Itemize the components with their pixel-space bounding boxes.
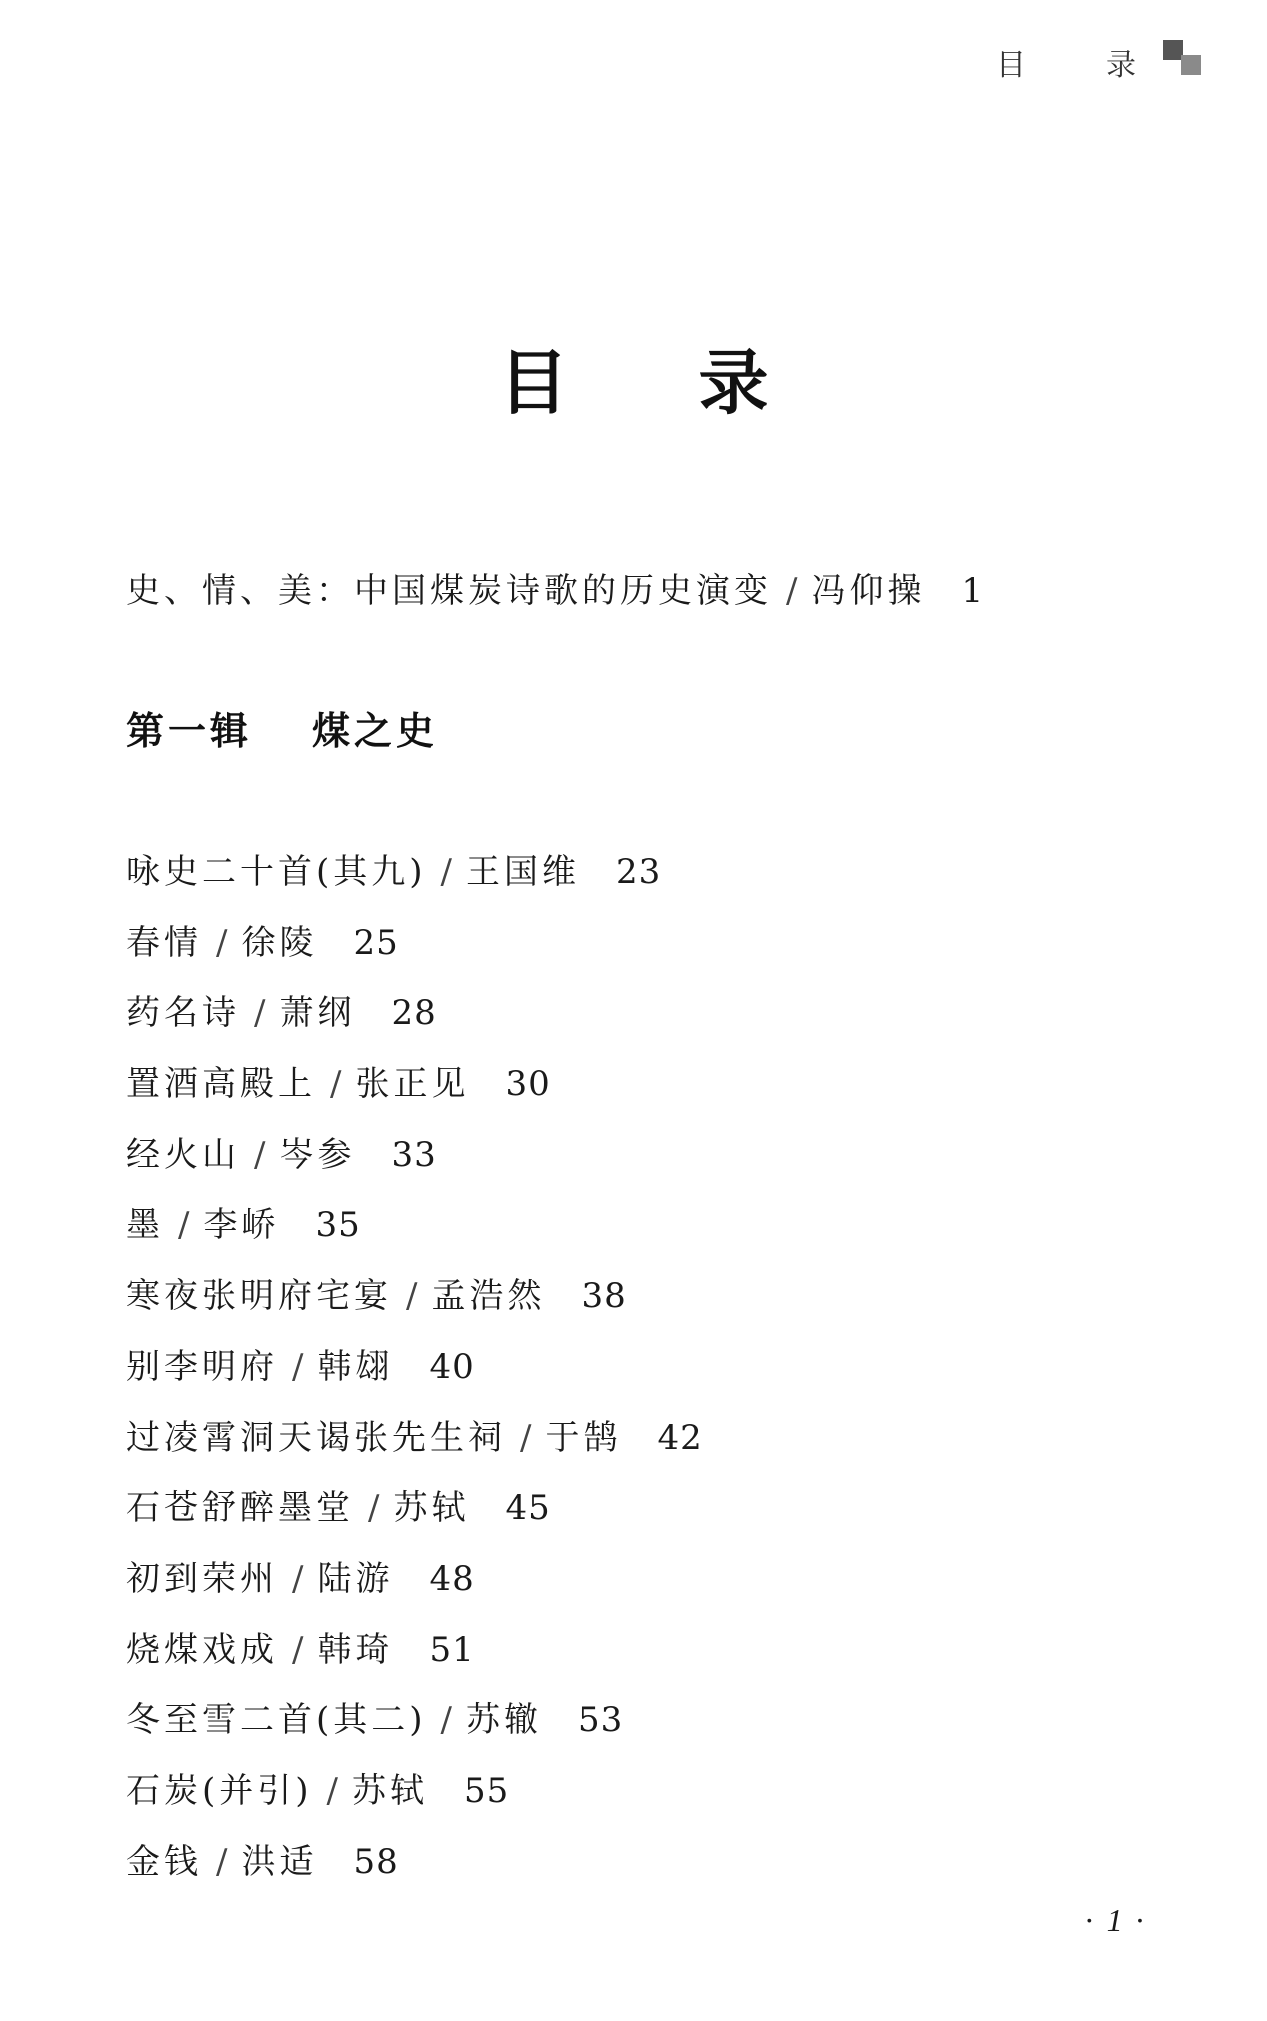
entry-author: 张正见 bbox=[355, 1064, 470, 1105]
entry-separator: / bbox=[330, 1064, 342, 1105]
toc-entry[interactable] bbox=[126, 1060, 703, 1131]
entry-separator: / bbox=[254, 993, 266, 1034]
entry-title: 石苍舒醉墨堂 bbox=[126, 1488, 354, 1529]
entry-title: 置酒高殿上 bbox=[126, 1064, 316, 1105]
entry-page: 25 bbox=[353, 922, 399, 963]
entry-page: 45 bbox=[505, 1488, 551, 1529]
running-head-char-2: 录 bbox=[1106, 48, 1136, 83]
entry-title: 过凌霄洞天谒张先生祠 bbox=[126, 1417, 506, 1458]
entry-page: 28 bbox=[391, 993, 437, 1034]
entry-page: 58 bbox=[353, 1841, 399, 1882]
entry-page: 53 bbox=[578, 1700, 624, 1741]
entry-page: 35 bbox=[315, 1205, 361, 1246]
entry-author: 王国维 bbox=[466, 852, 580, 892]
running-head-char-1: 目 bbox=[996, 48, 1026, 83]
entry-separator: / bbox=[440, 1700, 452, 1741]
entry-page: 55 bbox=[464, 1770, 510, 1811]
toc-entry[interactable] bbox=[126, 1201, 703, 1272]
toc-entry[interactable] bbox=[126, 1272, 703, 1343]
entry-separator: / bbox=[368, 1488, 380, 1529]
entry-author: 洪适 bbox=[241, 1841, 318, 1882]
entry-title: 冬至雪二首(其二) bbox=[126, 1700, 427, 1741]
entry-author: 孟浩然 bbox=[431, 1276, 546, 1317]
toc-entry[interactable] bbox=[126, 848, 703, 919]
page-title-char-1: 目 bbox=[498, 342, 569, 424]
toc-entry[interactable] bbox=[126, 989, 703, 1060]
toc-entry[interactable] bbox=[126, 1555, 703, 1626]
entry-author: 于鹄 bbox=[545, 1417, 622, 1458]
entry-author: 徐陵 bbox=[241, 922, 318, 963]
entry-author: 苏轼 bbox=[393, 1488, 470, 1529]
entry-title: 寒夜张明府宅宴 bbox=[126, 1276, 392, 1317]
toc-entry[interactable] bbox=[126, 1484, 703, 1555]
entry-author: 苏辙 bbox=[466, 1700, 542, 1741]
entry-page: 51 bbox=[429, 1629, 475, 1670]
entry-author: 李峤 bbox=[203, 1205, 280, 1246]
entry-page: 42 bbox=[657, 1417, 703, 1458]
entry-page: 30 bbox=[505, 1064, 551, 1105]
page-number: · 1 · bbox=[1084, 1902, 1146, 1938]
entry-separator: / bbox=[292, 1629, 304, 1670]
page-title bbox=[0, 342, 1267, 424]
page-title-char-2: 录 bbox=[698, 342, 769, 424]
entry-title: 春情 bbox=[126, 922, 202, 963]
entry-author: 苏轼 bbox=[352, 1770, 428, 1811]
entry-title: 石炭(并引) bbox=[126, 1770, 313, 1811]
entry-separator: / bbox=[216, 922, 228, 963]
entry-separator: / bbox=[292, 1346, 304, 1387]
section-label: 第一辑 bbox=[126, 709, 253, 753]
entry-author: 韩翃 bbox=[317, 1346, 394, 1387]
entry-author: 萧纲 bbox=[279, 993, 356, 1034]
entry-author: 岑参 bbox=[279, 1134, 356, 1175]
toc-entry[interactable] bbox=[126, 1131, 703, 1202]
entry-page: 38 bbox=[581, 1276, 627, 1317]
entry-title: 金钱 bbox=[126, 1841, 202, 1882]
entry-title: 药名诗 bbox=[126, 993, 240, 1034]
entry-separator: / bbox=[254, 1134, 266, 1175]
entry-author: 陆游 bbox=[317, 1558, 394, 1599]
toc-entry[interactable] bbox=[126, 1696, 703, 1767]
entry-title: 烧煤戏成 bbox=[126, 1629, 278, 1670]
entry-separator: / bbox=[216, 1841, 228, 1882]
section-name: 煤之史 bbox=[312, 709, 439, 753]
toc-entry[interactable] bbox=[126, 919, 703, 990]
entry-page: 23 bbox=[616, 852, 662, 892]
entry-separator: / bbox=[440, 852, 452, 892]
entry-author: 韩琦 bbox=[317, 1629, 394, 1670]
toc-entry[interactable] bbox=[126, 1626, 703, 1697]
running-head bbox=[996, 40, 1136, 84]
entry-author: 冯仰操 bbox=[811, 571, 926, 611]
entry-separator: / bbox=[520, 1417, 532, 1458]
entry-page: 1 bbox=[961, 571, 985, 611]
entry-separator: / bbox=[326, 1770, 338, 1811]
toc-list bbox=[126, 848, 703, 1908]
entry-page: 48 bbox=[429, 1558, 475, 1599]
toc-entry[interactable] bbox=[126, 1767, 703, 1838]
entry-title: 初到荣州 bbox=[126, 1558, 278, 1599]
entry-title: 墨 bbox=[126, 1205, 164, 1246]
entry-separator: / bbox=[406, 1276, 418, 1317]
entry-separator: / bbox=[786, 571, 798, 611]
entry-separator: / bbox=[178, 1205, 190, 1246]
entry-page: 40 bbox=[429, 1346, 475, 1387]
entry-page: 33 bbox=[391, 1134, 437, 1175]
entry-title: 别李明府 bbox=[126, 1346, 278, 1387]
page-number-value: 1 bbox=[1106, 1902, 1123, 1938]
section-heading bbox=[126, 706, 438, 756]
corner-squares-icon bbox=[1163, 40, 1201, 76]
toc-entry[interactable] bbox=[126, 1343, 703, 1414]
entry-title: 史、情、美：中国煤炭诗歌的历史演变 bbox=[126, 571, 772, 611]
toc-entry[interactable] bbox=[126, 1414, 703, 1485]
entry-title: 咏史二十首(其九) bbox=[126, 852, 427, 892]
toc-intro-entry[interactable] bbox=[126, 567, 984, 615]
entry-title: 经火山 bbox=[126, 1134, 240, 1175]
entry-separator: / bbox=[292, 1558, 304, 1599]
toc-entry[interactable] bbox=[126, 1838, 703, 1909]
